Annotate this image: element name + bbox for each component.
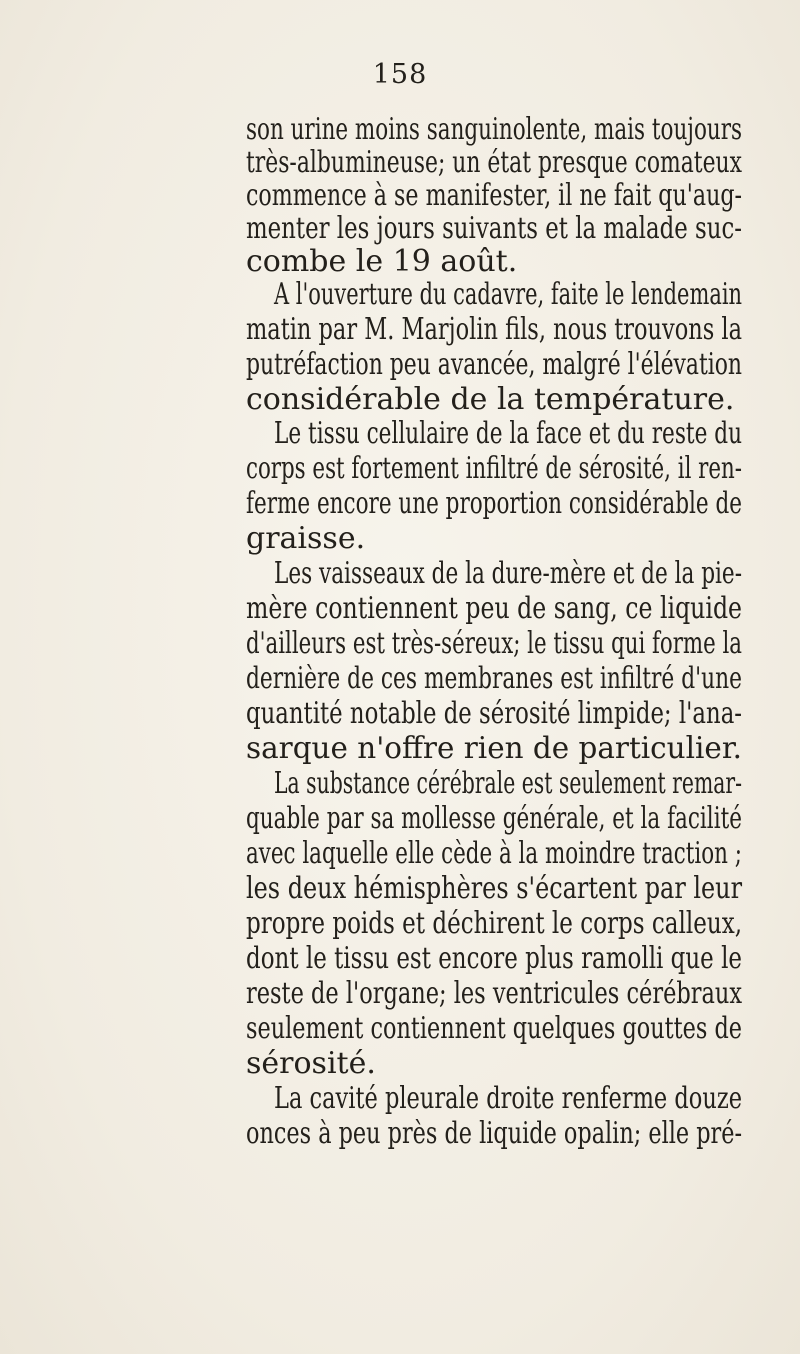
book-page: 158 son urine moins sanguinolente, mais toujours très-albumineuse; un état presque comateux commence à se manifester, il ne fait qu'aug- menter les jours suivants et la malade suc- combe le 19 août. A l'ouverture du cadavre, faite le lendemain matin par M. Marjolin fils, nous trouvons la putréfaction peu avancée, malgré l'élévation considérable de la température. Le tissu cellulaire de la face et du reste du corps est fortement infiltré de sérosité, il ren- ferme encore une proportion considérable de graisse. Les vaisseaux de la dure-mère et de la pie- mère contiennent peu de sang, ce liquide d'ailleurs est très-séreux; le tissu qui forme la dernière de ces membranes est infiltré d'une quantité notable de sérosité limpide; l'ana- sarque n'offre rien de particulier. La substance cérébrale est seulement remar- quable par sa mollesse générale, et la facilité avec laquelle elle cède à la moindre traction ; les deux hémisphères s'écartent par leur propre poids et déchirent le corps calleux, dont le tissu est encore plus ramolli que le reste de l'organe; les ventricules cérébraux seulement contiennent quelques gouttes de sérosité. La cavité pleurale droite renferme douze onces à peu près de liquide opalin; elle pré- bbox=[0, 0, 800, 1354]
page-number: 158 bbox=[372, 59, 428, 90]
